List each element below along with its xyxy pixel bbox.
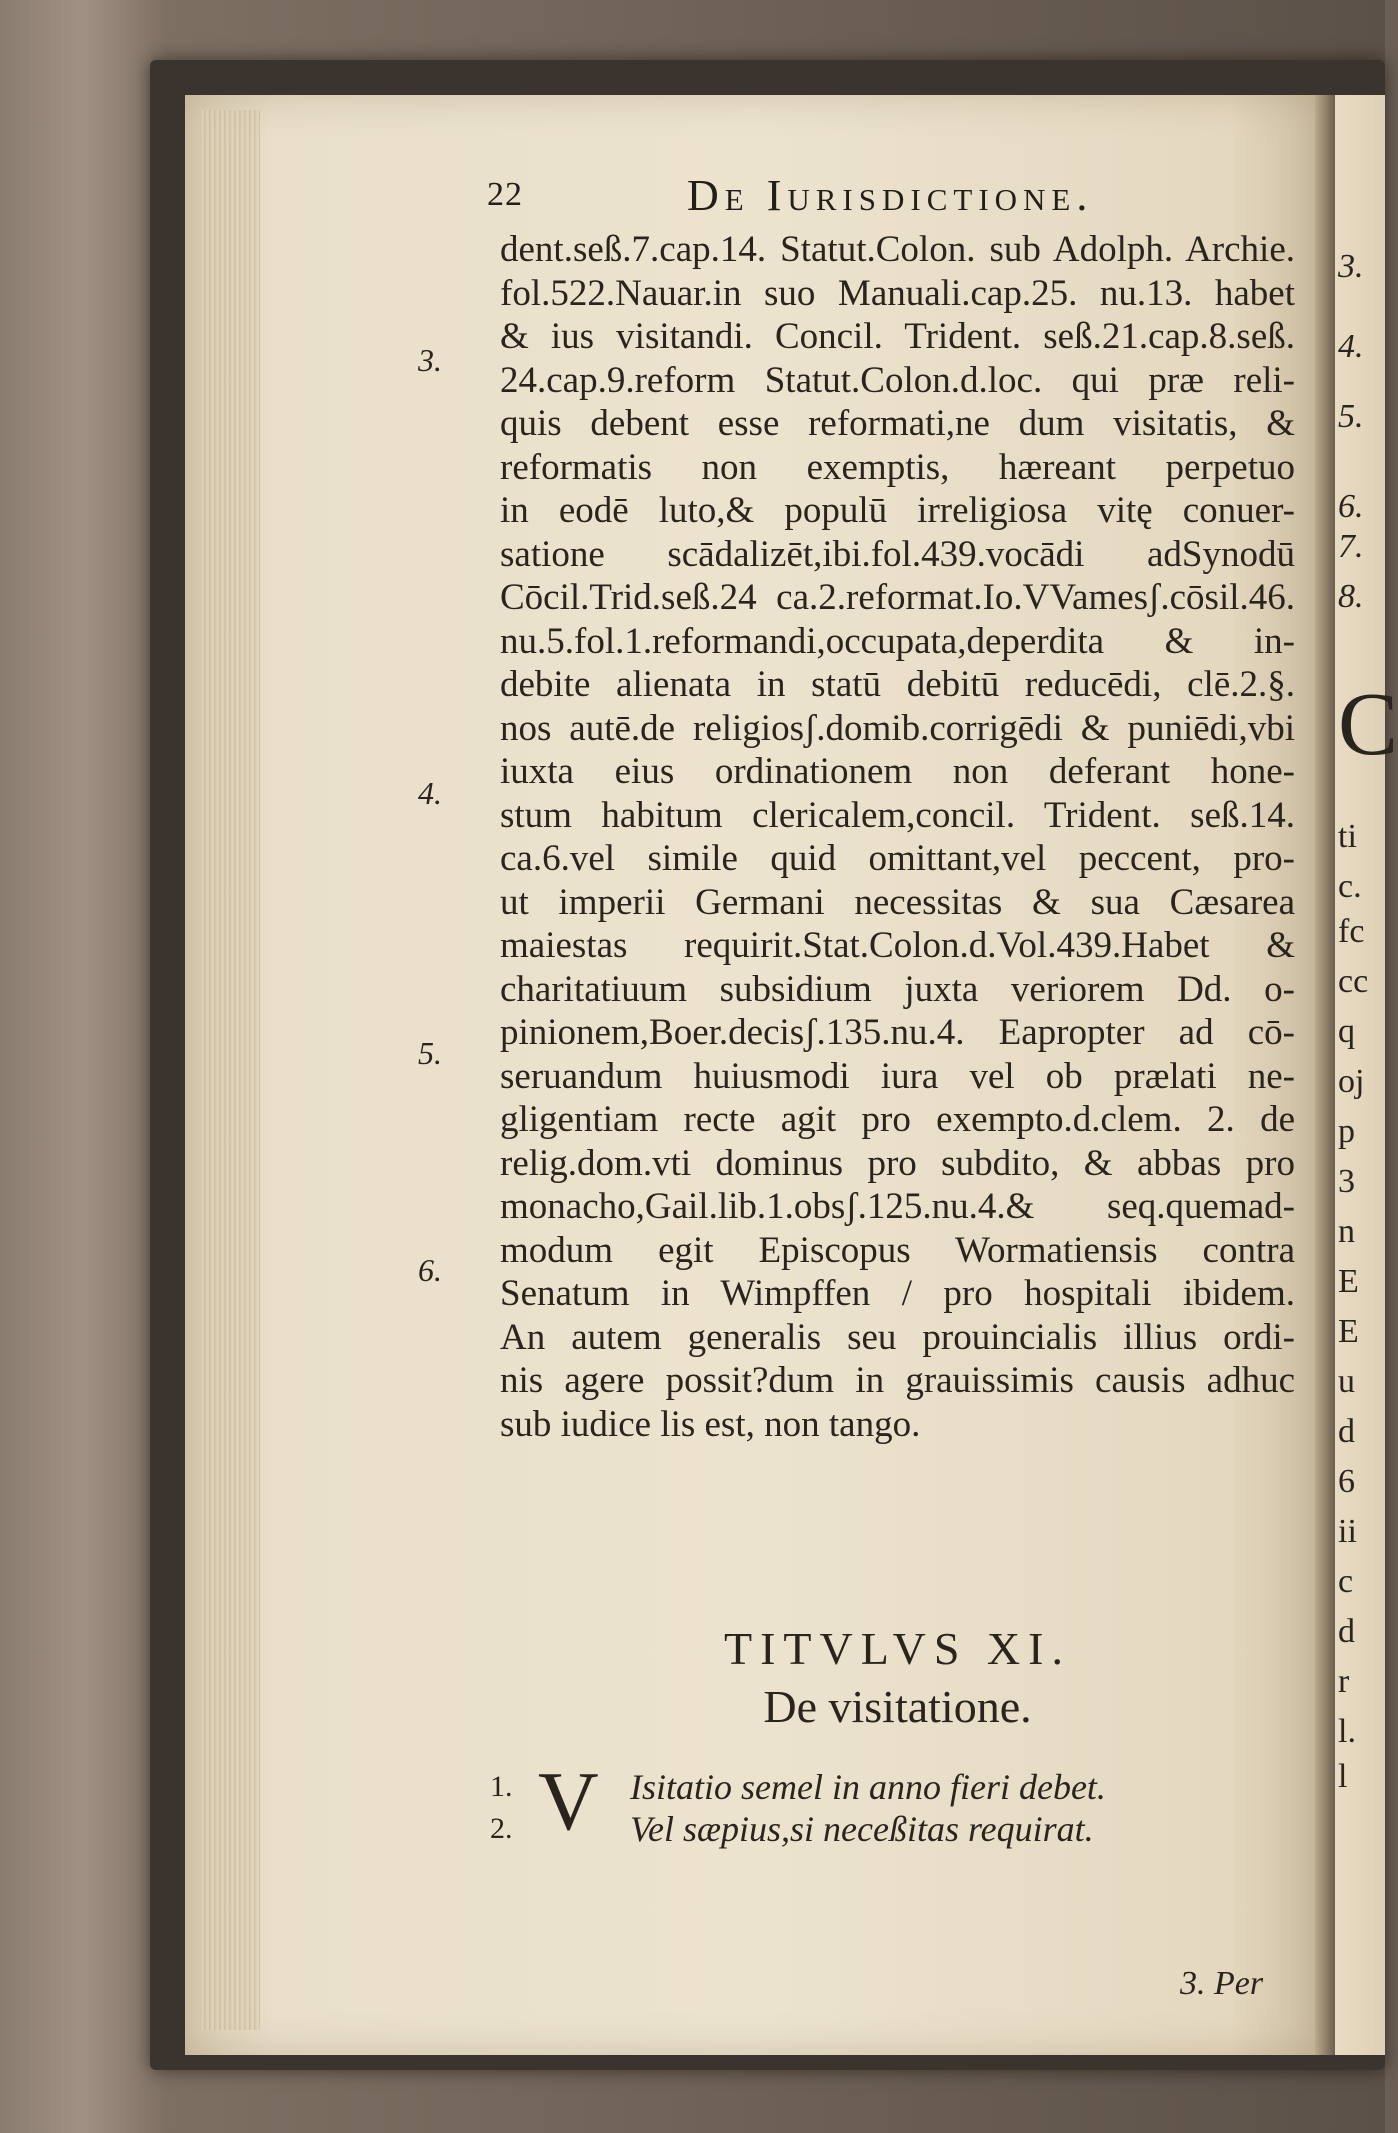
facing-page-fragment: n	[1338, 1213, 1355, 1250]
facing-page-fragment: oj	[1338, 1063, 1365, 1100]
text-line: pinionem,Boer.decisʃ.135.nu.4. Eapropter ad cō-	[500, 1012, 1295, 1053]
text-line: seruandum huiusmodi iura vel ob prælati ne-	[500, 1055, 1295, 1097]
catchword: 3. Per	[1180, 1965, 1264, 2002]
facing-page-fragment: q	[1338, 1013, 1355, 1050]
facing-page-fragment: c.	[1338, 868, 1362, 905]
text-line: Senatum in Wimpffen / pro hospitali ibidem.	[500, 1273, 1295, 1314]
summary-item: Vel sæpius,si neceßitas requirat.	[630, 1809, 1094, 1849]
text-line: sub iudice lis est, non tango.	[500, 1403, 921, 1445]
text-line: dent.seß.7.cap.14. Statut.Colon. sub Adolph. Archie.	[500, 229, 1295, 270]
facing-page-fragment: u	[1338, 1363, 1355, 1400]
text-line: reformatis non exemptis, hæreant perpetuo	[500, 446, 1295, 488]
facing-page-fragment: c	[1338, 1563, 1354, 1600]
margin-number: 4.	[418, 775, 442, 811]
facing-page-edge	[1335, 95, 1398, 2055]
text-line: nu.5.fol.1.reformandi,occupata,deperdita & in-	[500, 620, 1295, 662]
text-line: in eodē luto,& populū irreligiosa vitę conuer-	[500, 490, 1295, 531]
folio-number: 22	[487, 176, 523, 213]
facing-page-fragment: fc	[1338, 913, 1365, 950]
facing-page-fragment: 3.	[1338, 248, 1364, 285]
text-line: modum egit Episcopus Wormatiensis contra	[500, 1229, 1295, 1271]
margin-number: 6.	[418, 1252, 442, 1288]
facing-page-fragment: 8.	[1338, 578, 1364, 615]
text-line: & ius visitandi. Concil. Trident. seß.21.cap.8.seß.	[500, 316, 1295, 357]
facing-page-fragment: E	[1338, 1263, 1359, 1300]
facing-page-fragment: 5.	[1338, 398, 1364, 435]
section-subtitle: De visitatione.	[763, 1681, 1032, 1732]
text-line: monacho,Gail.lib.1.obsʃ.125.nu.4.& seq.quemad-	[500, 1186, 1295, 1227]
summary-number: 1.	[490, 1770, 513, 1803]
text-line: relig.dom.vti dominus pro subdito, & abbas pro	[500, 1142, 1295, 1184]
facing-page-fragment: d	[1338, 1613, 1355, 1650]
margin-number: 3.	[418, 342, 442, 378]
text-line: maiestas requirit.Stat.Colon.d.Vol.439.Habet &	[500, 925, 1295, 966]
section-titulus: TITVLVS XI.	[724, 1623, 1071, 1674]
page-edges	[200, 110, 260, 2030]
text-line: nos autē.de religiosʃ.domib.corrigēdi & puniēdi,vbi	[500, 707, 1295, 749]
facing-page-fragment: 6	[1338, 1463, 1355, 1500]
text-line: debite alienata in statū debitū reducēdi, clē.2.§.	[500, 664, 1295, 705]
running-title: De Iurisdictione.	[687, 171, 1094, 220]
text-line: fol.522.Nauar.in suo Manuali.cap.25. nu.13. habet	[500, 272, 1295, 314]
facing-page-fragment: l.	[1338, 1713, 1356, 1750]
facing-page-fragment: C	[1338, 675, 1398, 774]
summary-item: Isitatio semel in anno fieri debet.	[630, 1767, 1106, 1807]
text-line: 24.cap.9.reform Statut.Colon.d.loc. qui præ reli-	[500, 359, 1295, 401]
facing-page-fragment: r	[1338, 1663, 1350, 1700]
facing-page-fragment: cc	[1338, 963, 1369, 1000]
text-line: Cōcil.Trid.seß.24 ca.2.reformat.Io.VVamesʃ.cōsil.46.	[500, 577, 1295, 618]
initial-letter: V	[538, 1755, 599, 1848]
facing-page-fragment: ti	[1338, 818, 1357, 855]
facing-page-fragment: ii	[1338, 1513, 1357, 1550]
text-line: gligentiam recte agit pro exempto.d.clem. 2. de	[500, 1099, 1295, 1140]
gutter-shadow	[1315, 95, 1335, 2055]
facing-page-fragment: l	[1338, 1758, 1348, 1795]
facing-page-fragment: 4.	[1338, 328, 1364, 365]
page-header	[487, 170, 1317, 226]
margin-number: 5.	[418, 1035, 442, 1071]
text-line: satione scādalizēt,ibi.fol.439.vocādi adSynodū	[500, 533, 1295, 575]
facing-page-fragment: p	[1338, 1113, 1355, 1150]
text-line: An autem generalis seu prouincialis illius ordi-	[500, 1316, 1295, 1358]
facing-page-fragment: d	[1338, 1413, 1355, 1450]
text-line: nis agere possit?dum in grauissimis causis adhuc	[500, 1360, 1295, 1401]
section-summary	[490, 1755, 1290, 1860]
text-line: ca.6.vel simile quid omittant,vel peccent, pro-	[500, 838, 1295, 879]
facing-page-fragment: 3	[1338, 1163, 1355, 1200]
text-line: quis debent esse reformati,ne dum visitatis, &	[500, 403, 1295, 444]
text-line: charitatiuum subsidium juxta veriorem Dd. o-	[500, 968, 1295, 1010]
facing-page-fragment: 6.	[1338, 488, 1364, 525]
text-line: ut imperii Germani necessitas & sua Cæsarea	[500, 881, 1295, 923]
body-text	[500, 228, 1295, 1446]
facing-page-fragment: 7.	[1338, 528, 1364, 565]
text-line: stum habitum clericalem,concil. Trident. seß.14.	[500, 794, 1295, 836]
summary-number: 2.	[490, 1812, 513, 1845]
facing-page-fragment: E	[1338, 1313, 1359, 1350]
text-line: iuxta eius ordinationem non deferant hone-	[500, 751, 1295, 792]
